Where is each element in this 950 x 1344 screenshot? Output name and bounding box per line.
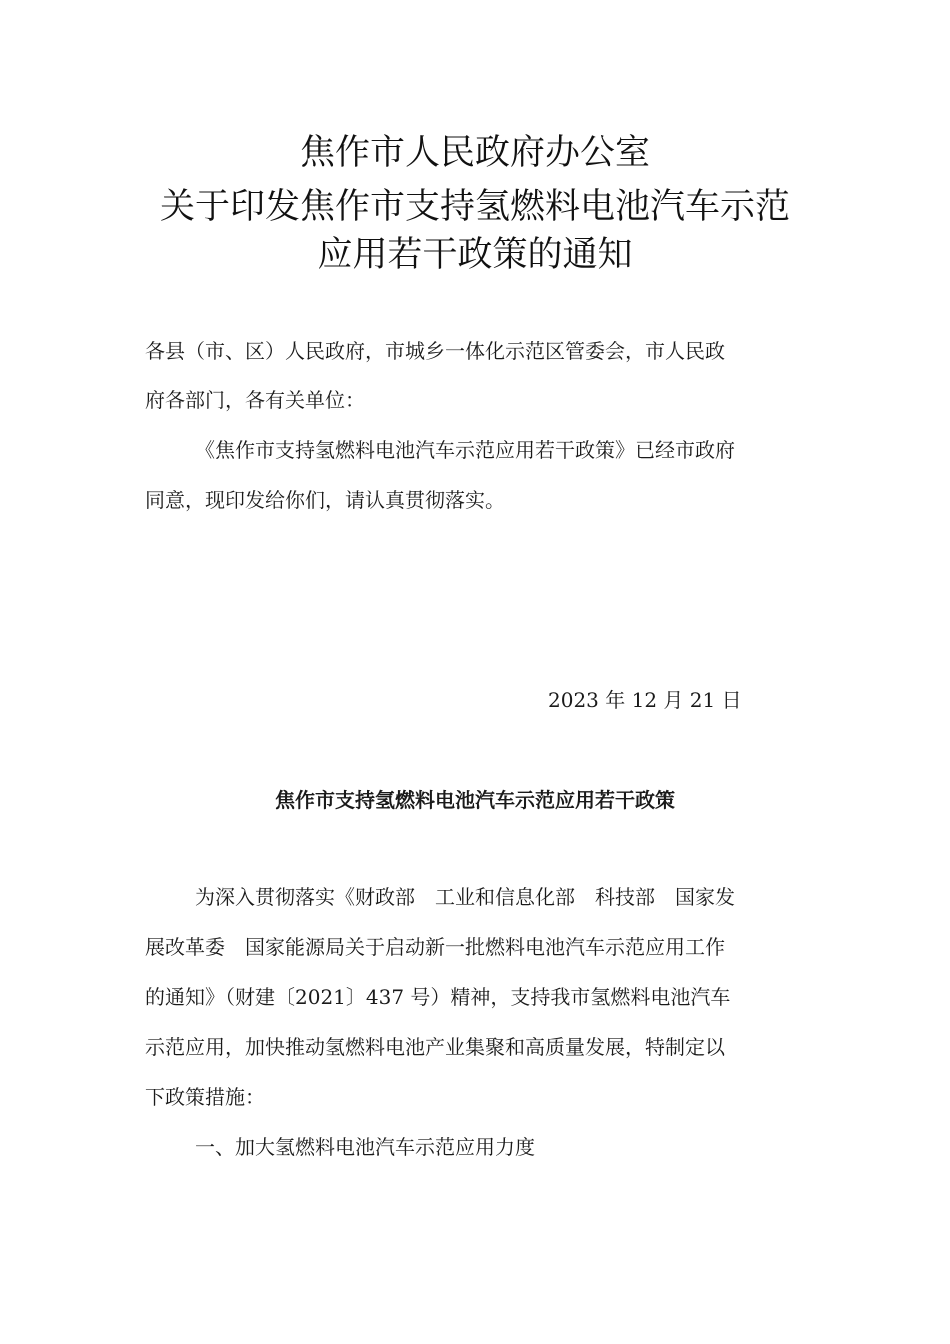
policy-intro-line-3: 的通知》（财建〔2021〕437 号）精神，支持我市氢燃料电池汽车	[145, 985, 731, 1009]
document-title-line-3: 应用若干政策的通知	[317, 235, 633, 275]
recipients-line-2: 府各部门，各有关单位：	[145, 388, 365, 412]
policy-intro-line-1: 为深入贯彻落实《财政部 工业和信息化部 科技部 国家发	[195, 885, 735, 909]
recipients-line-1: 各县（市、区）人民政府，市城乡一体化示范区管委会，市人民政	[145, 339, 725, 363]
policy-intro-line-2: 展改革委 国家能源局关于启动新一批燃料电池汽车示范应用工作	[145, 935, 725, 959]
policy-intro-line-5: 下政策措施：	[145, 1085, 265, 1109]
issue-date: 2023 年 12 月 21 日	[548, 688, 742, 712]
policy-intro-line-4: 示范应用，加快推动氢燃料电池产业集聚和高质量发展，特制定以	[145, 1035, 725, 1059]
section-heading-1: 一、加大氢燃料电池汽车示范应用力度	[195, 1135, 535, 1159]
policy-title: 焦作市支持氢燃料电池汽车示范应用若干政策	[275, 788, 675, 812]
notice-body-line-2: 同意，现印发给你们，请认真贯彻落实。	[145, 488, 505, 512]
notice-body-line-1: 《焦作市支持氢燃料电池汽车示范应用若干政策》已经市政府	[195, 438, 735, 462]
document-title-line-2: 关于印发焦作市支持氢燃料电池汽车示范	[159, 187, 790, 227]
document-title-line-1: 焦作市人民政府办公室	[299, 133, 650, 173]
